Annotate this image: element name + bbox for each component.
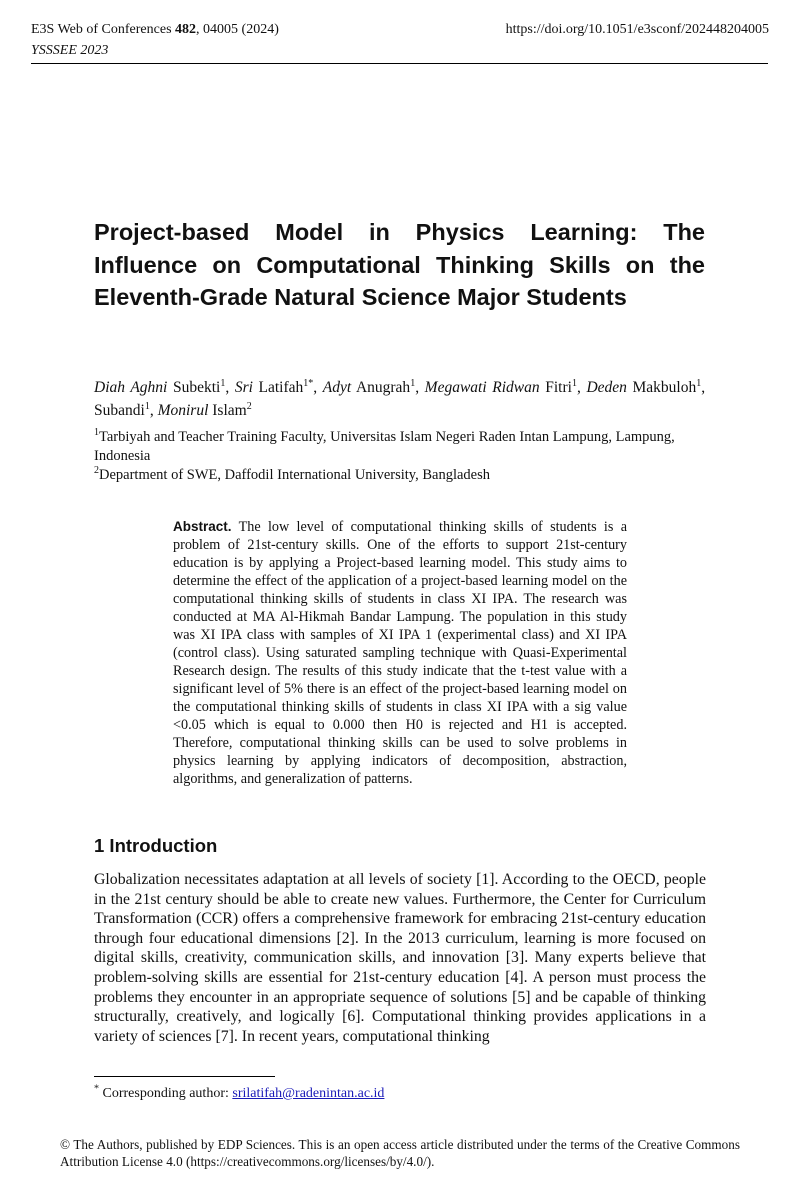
author-given-name: Deden bbox=[586, 379, 627, 396]
author-affiliation-marker: 1 bbox=[696, 377, 702, 389]
author-family-name: Subekti bbox=[172, 379, 221, 396]
author-given-name: Adyt bbox=[322, 379, 352, 396]
affiliation-marker: 2 bbox=[94, 465, 99, 477]
author-affiliation-marker: 1 bbox=[220, 377, 226, 389]
affiliation bbox=[94, 428, 705, 466]
author-affiliation-marker: 2 bbox=[246, 400, 252, 412]
abstract-text: The low level of computational thinking skills of students is a problem of 21st-century skills. One of the efforts to support 21st-century education is by applying a Project-based learning model. This study aims to determine the effect of the application of a project-based learning model on the computational thinking skills of students in class XI IPA. The research was conducted at MA Al-Hikmah Bandar Lampung. The population in this study was XI IPA class with samples of XI IPA 1 (experimental class) and XI IPA (control class). Using saturated sampling technique with Quasi-Experimental Research design. The results of this study indicate that the t-test value with a significant level of 5% there is an effect of the project-based learning model on the computational thinking skills of students in class XI IPA with a sig value <0.05 which is equal to 0.000 then H0 is rejected and H1 is accepted. Therefore, computational thinking skills can be used to solve problems in physics learning by applying indicators of decomposition, abstraction, algorithms, and generalization of patterns. bbox=[173, 519, 627, 787]
affiliation-text: Tarbiyah and Teacher Training Faculty, Universitas Islam Negeri Raden Intan Lampung, Lampung, Indonesia bbox=[94, 429, 675, 464]
license-notice: © The Authors, published by EDP Sciences. This is an open access article distributed under the terms of the Creative Commons Attribution License 4.0 (https://creativecommons.org/licenses/by/4.0/). bbox=[60, 1137, 740, 1169]
affiliation-marker: 1 bbox=[94, 427, 99, 439]
author-affiliation-marker: 1* bbox=[303, 377, 314, 389]
author bbox=[586, 379, 701, 396]
author-given-name: Monirul bbox=[157, 402, 209, 419]
author bbox=[158, 402, 252, 419]
journal-volume: 482 bbox=[175, 22, 197, 37]
author-given-name: Diah Aghni bbox=[94, 379, 168, 396]
author-family-name: Latifah bbox=[258, 379, 304, 396]
author bbox=[425, 379, 577, 396]
abstract bbox=[173, 518, 627, 788]
abstract-label: Abstract. bbox=[173, 519, 232, 534]
journal-name: E3S Web of Conferences bbox=[31, 22, 172, 37]
affiliation-list bbox=[94, 428, 705, 485]
author bbox=[94, 402, 150, 419]
author-affiliation-marker: 1 bbox=[144, 400, 150, 412]
corresponding-author-footnote bbox=[94, 1085, 384, 1103]
author-given-name: Megawati Ridwan bbox=[424, 379, 540, 396]
author-family-name: Anugrah bbox=[355, 379, 411, 396]
footnote-label: Corresponding author: bbox=[102, 1086, 233, 1101]
section-heading-introduction: 1 Introduction bbox=[94, 835, 218, 856]
author-affiliation-marker: 1 bbox=[571, 377, 577, 389]
footnote-divider bbox=[94, 1076, 275, 1077]
affiliation-text: Department of SWE, Daffodil International University, Bangladesh bbox=[99, 467, 490, 483]
author bbox=[235, 379, 313, 396]
corresponding-email-link[interactable]: srilatifah@radenintan.ac.id bbox=[232, 1086, 385, 1101]
header-divider bbox=[31, 63, 768, 64]
article-number: , 04005 (2024) bbox=[196, 22, 279, 37]
footnote-marker: * bbox=[94, 1083, 99, 1095]
journal-citation bbox=[31, 20, 279, 40]
author-family-name: Makbuloh bbox=[632, 379, 697, 396]
author-list: Diah Aghni Subekti$^1$, Sri Latifah$^{1*}$, Adyt Anugrah$^1$, Megawati Ridwan Fitri$^1$, Deden Makbuloh$^1$, Subandi$^1$, Monirul Islam$^2$ bbox=[94, 377, 706, 419]
affiliation bbox=[94, 466, 705, 485]
author-family-name: Fitri bbox=[545, 379, 572, 396]
author-affiliation-marker: 1 bbox=[410, 377, 416, 389]
doi-link[interactable]: https://doi.org/10.1051/e3sconf/202448204005 bbox=[505, 22, 769, 37]
author bbox=[94, 379, 225, 396]
conference-name: YSSSEE 2023 bbox=[31, 43, 109, 58]
author-family-name: Subandi bbox=[94, 402, 145, 419]
paper-title: Project-based Model in Physics Learning: The Influence on Computational Thinking Skills on the Eleventh-Grade Natural Science Major Students bbox=[94, 219, 705, 310]
introduction-paragraph: Globalization necessitates adaptation at all levels of society [1]. According to the OECD, people in the 21st century should be able to create new values. Furthermore, the Center for Curriculum Transformation (CCR) offers a comprehensive framework for embracing 21st-century education through four educational dimensions [2]. In the 2013 curriculum, learning is more focused on digital skills, creativity, communication skills, and innovation [3]. Many experts believe that problem-solving skills are essential for 21st-century education [4]. A person must process the problems they encounter in an appropriate sequence of solutions [5] and be capable of thinking structurally, creatively, and logically [6]. Computational thinking provides applications in a variety of sciences [7]. In recent years, computational thinking bbox=[94, 871, 706, 1045]
author bbox=[323, 379, 415, 396]
author-given-name: Sri bbox=[234, 379, 253, 396]
author-family-name: Islam bbox=[212, 402, 247, 419]
